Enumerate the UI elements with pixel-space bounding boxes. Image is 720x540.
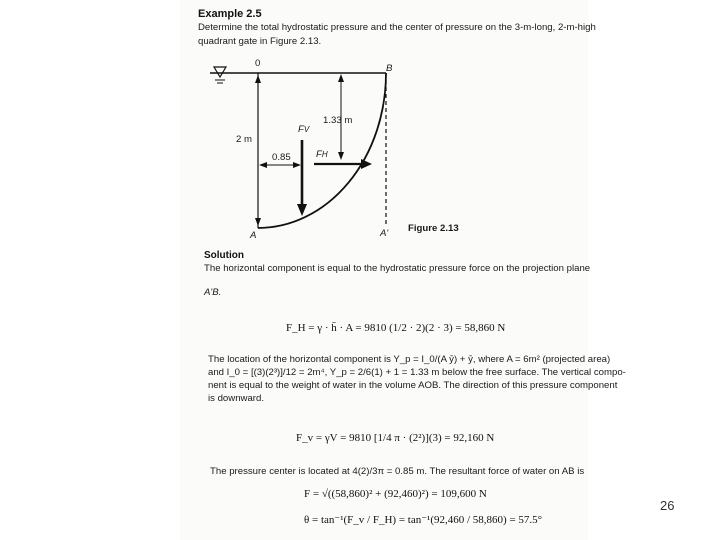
problem-line-1: Determine the total hydrostatic pressure and the center of pressure on the 3-m-long, 2-m-high bbox=[198, 22, 596, 33]
page-number: 26 bbox=[660, 498, 675, 513]
equation-fv: F_v = γV = 9810 [1/4 π · (2²)](3) = 92,160 N bbox=[296, 432, 495, 444]
paragraph-2-line-4: is downward. bbox=[208, 393, 264, 404]
solution-heading: Solution bbox=[204, 250, 244, 261]
dim-085-arrow-left bbox=[259, 162, 267, 168]
label-fv: FV bbox=[298, 124, 310, 135]
dim-133-arrow-bottom bbox=[338, 152, 344, 160]
solution-line-2: A'B. bbox=[204, 287, 222, 298]
dim-133-arrow-top bbox=[338, 74, 344, 82]
label-origin: 0 bbox=[255, 58, 261, 69]
equation-resultant: F = √((58,860)² + (92,460)²) = 109,600 N bbox=[304, 488, 487, 500]
label-depth-133: 1.33 m bbox=[323, 115, 353, 126]
label-height-2m: 2 m bbox=[236, 134, 252, 145]
dim-085-arrow-right bbox=[293, 162, 301, 168]
figure-caption: Figure 2.13 bbox=[408, 223, 459, 234]
paragraph-3: The pressure center is located at 4(2)/3π = 0.85 m. The resultant force of water on AB is bbox=[210, 466, 585, 477]
fh-arrow-head bbox=[361, 159, 372, 169]
label-b: B bbox=[386, 63, 393, 74]
label-offset-085: 0.85 bbox=[272, 152, 291, 163]
label-fh: FH bbox=[316, 149, 328, 160]
label-a: A bbox=[250, 230, 257, 241]
problem-line-2: quadrant gate in Figure 2.13. bbox=[198, 36, 322, 47]
example-heading: Example 2.5 bbox=[198, 8, 262, 20]
dim-2m-arrow-top bbox=[255, 75, 261, 83]
dim-2m-arrow-bottom bbox=[255, 218, 261, 226]
solution-line-1: The horizontal component is equal to the hydrostatic pressure force on the projection plane bbox=[204, 263, 591, 274]
paragraph-2-line-1: The location of the horizontal component is Y_p = I_0/(A ȳ) + ȳ, where A = 6m² (projected area) bbox=[208, 354, 611, 365]
free-surface-symbol bbox=[214, 67, 226, 83]
equation-fh: F_H = γ · h̄ · A = 9810 (1/2 · 2)(2 · 3) = 58,860 N bbox=[286, 322, 506, 334]
label-a-prime: A' bbox=[380, 228, 389, 239]
paragraph-2-line-2: and I_0 = [(3)(2³)]/12 = 2m⁴, Y_p = 2/6(1) + 1 = 1.33 m below the free surface. The vertical compo- bbox=[208, 367, 626, 378]
paragraph-2-line-3: nent is equal to the weight of water in the volume AOB. The direction of this pressure component bbox=[208, 380, 618, 391]
fv-arrow-head bbox=[297, 204, 307, 216]
equation-theta: θ = tan⁻¹(F_v / F_H) = tan⁻¹(92,460 / 58,860) = 57.5° bbox=[304, 514, 543, 526]
